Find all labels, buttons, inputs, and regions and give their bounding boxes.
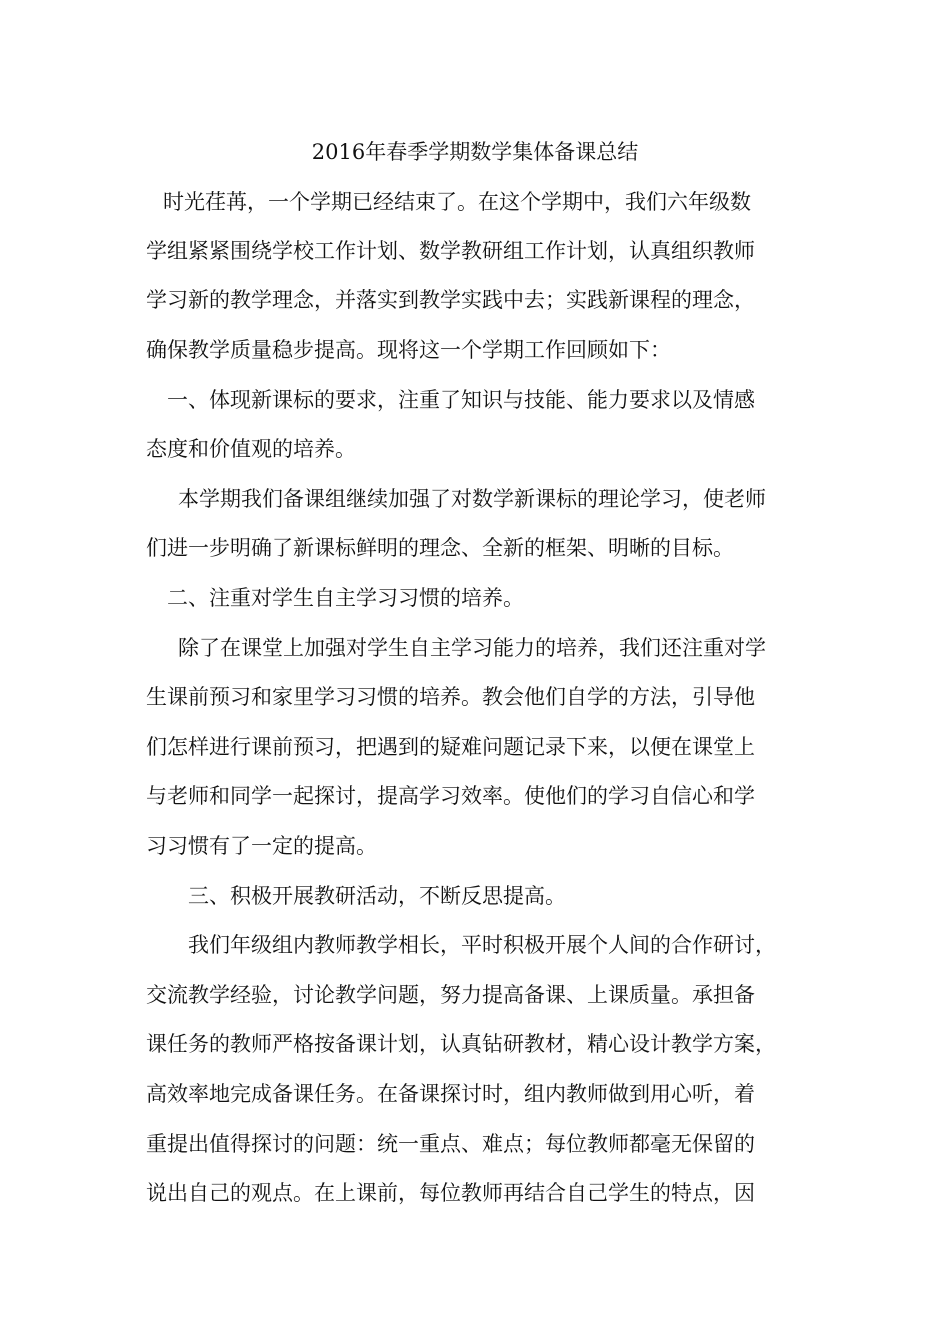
paragraph-line: 本学期我们备课组继续加强了对数学新课标的理论学习，使老师 xyxy=(178,487,766,511)
section-heading: 三、积极开展教研活动，不断反思提高。 xyxy=(188,884,566,908)
paragraph-line: 课任务的教师严格按备课计划，认真钻研教材，精心设计教学方案， xyxy=(146,1032,776,1056)
paragraph-line: 习习惯有了一定的提高。 xyxy=(146,834,377,858)
paragraph-line: 们进一步明确了新课标鲜明的理念、全新的框架、明晰的目标。 xyxy=(146,536,734,560)
paragraph-line: 学组紧紧围绕学校工作计划、数学教研组工作计划，认真组织教师 xyxy=(146,239,755,263)
paragraph-line: 说出自己的观点。在上课前，每位教师再结合自己学生的特点，因 xyxy=(146,1181,755,1205)
paragraph-line: 与老师和同学一起探讨，提高学习效率。使他们的学习自信心和学 xyxy=(146,784,755,808)
paragraph-line: 生课前预习和家里学习习惯的培养。教会他们自学的方法，引导他 xyxy=(146,685,755,709)
paragraph-line: 我们年级组内教师教学相长，平时积极开展个人间的合作研讨， xyxy=(188,933,776,957)
paragraph-line: 时光荏苒，一个学期已经结束了。在这个学期中，我们六年级数 xyxy=(163,190,751,214)
section-heading: 二、注重对学生自主学习习惯的培养。 xyxy=(167,586,524,610)
paragraph-line: 态度和价值观的培养。 xyxy=(146,437,356,461)
paragraph-line: 重提出值得探讨的问题：统一重点、难点；每位教师都毫无保留的 xyxy=(146,1132,755,1156)
paragraph-line: 交流教学经验，讨论教学问题，努力提高备课、上课质量。承担备 xyxy=(146,983,755,1007)
section-heading: 一、体现新课标的要求，注重了知识与技能、能力要求以及情感 xyxy=(167,388,755,412)
document-title: 2016年春季学期数学集体备课总结 xyxy=(311,140,639,164)
paragraph-line: 除了在课堂上加强对学生自主学习能力的培养，我们还注重对学 xyxy=(178,636,766,660)
paragraph-line: 学习新的教学理念，并落实到教学实践中去；实践新课程的理念， xyxy=(146,288,755,312)
paragraph-line: 们怎样进行课前预习，把遇到的疑难问题记录下来，以便在课堂上 xyxy=(146,735,755,759)
paragraph-line: 高效率地完成备课任务。在备课探讨时，组内教师做到用心听，着 xyxy=(146,1082,755,1106)
paragraph-line: 确保教学质量稳步提高。现将这一个学期工作回顾如下： xyxy=(146,338,671,362)
